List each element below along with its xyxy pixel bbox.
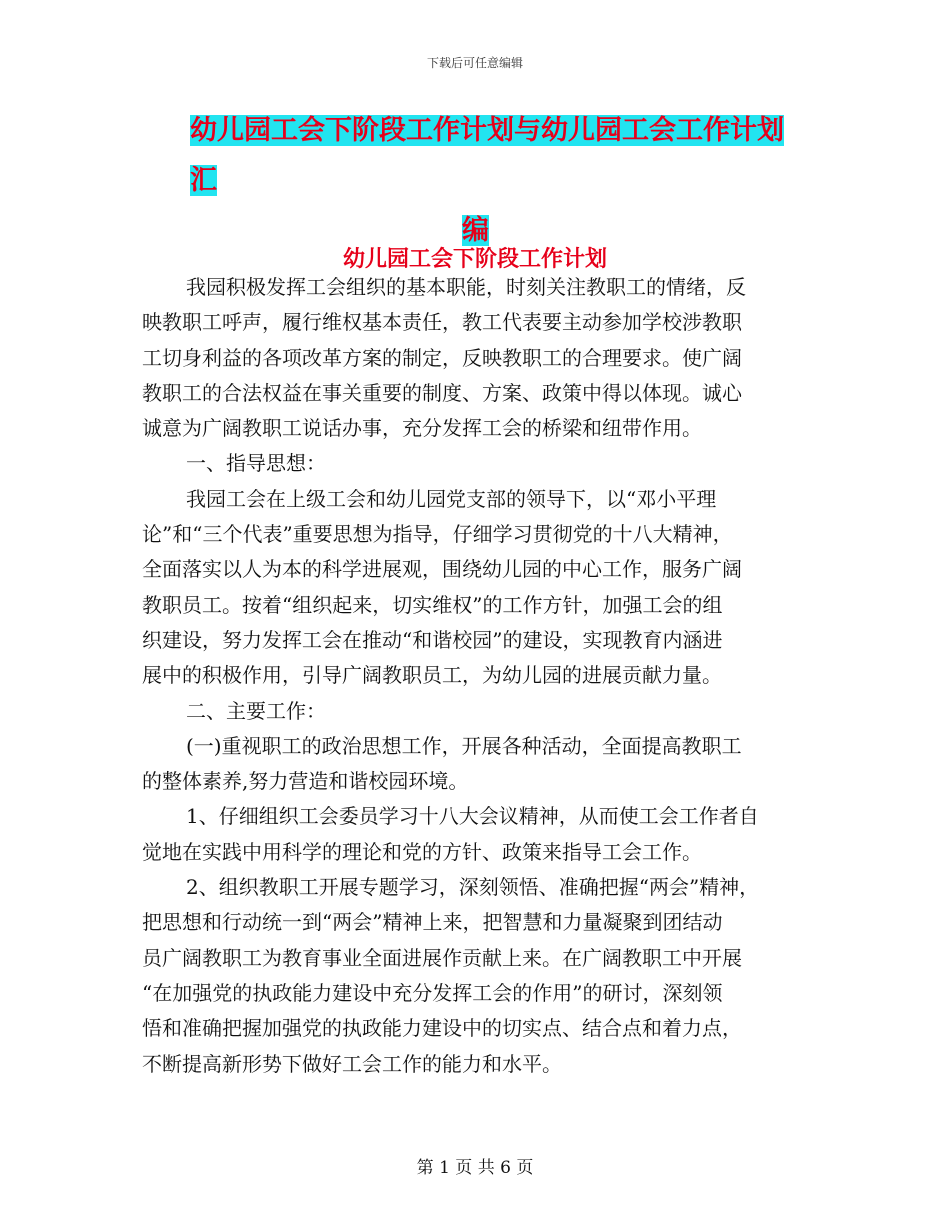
header-note: 下载后可任意编辑: [426, 56, 523, 70]
body-line: 诚意为广阔教职工说话办事，充分发挥工会的桥梁和纽带作用。: [142, 416, 702, 441]
body-line: 1、仔细组织工会委员学习十八大会议精神，从而使工会工作者自: [186, 804, 759, 829]
body-line: 工切身利益的各项改革方案的制定，反映教职工的合理要求。使广阔: [142, 345, 742, 370]
body-line: 觉地在实践中用科学的理论和党的方针、政策来指导工会工作。: [142, 839, 702, 864]
document-title-line-1: [190, 106, 810, 206]
section-title: 幼儿园工会下阶段工作计划: [342, 247, 607, 272]
body-line: 映教职工呼声，履行维权基本责任，教工代表要主动参加学校涉教职: [142, 310, 742, 335]
page-footer: 第 1 页 共 6 页: [416, 1158, 534, 1178]
body-line: 展中的积极作用，引导广阔教职员工，为幼儿园的进展贡献力量。: [142, 663, 722, 688]
body-line: 全面落实以人为本的科学进展观，围绕幼儿园的中心工作，服务广阔: [142, 557, 742, 582]
document-title: [190, 106, 810, 256]
document-title-line-2-text: 编: [462, 215, 489, 246]
body-line: (一)重视职工的政治思想工作，开展各种活动，全面提高教职工: [186, 733, 742, 758]
body-line: “在加强党的执政能力建设中充分发挥工会的作用”的研讨，深刻领: [142, 980, 723, 1005]
body-line: 不断提高新形势下做好工会工作的能力和水平。: [142, 1051, 562, 1076]
body-line: 二、主要工作：: [186, 698, 326, 723]
body-line: 我园积极发挥工会组织的基本职能，时刻关注教职工的情绪，反: [186, 275, 746, 299]
body-line: 我园工会在上级工会和幼儿园党支部的领导下，以“邓小平理: [186, 486, 717, 511]
body-line: 员广阔教职工为教育事业全面进展作贡献上来。在广阔教职工中开展: [142, 945, 742, 970]
body-line: 把思想和行动统一到“两会”精神上来，把智慧和力量凝聚到团结动: [142, 910, 723, 935]
body-line: 教职工的合法权益在事关重要的制度、方案、政策中得以体现。诚心: [142, 380, 742, 405]
document-title-line-1-text: 幼儿园工会下阶段工作计划与幼儿园工会工作计划汇: [190, 115, 784, 196]
body-line: 2、组织教职工开展专题学习，深刻领悟、准确把握“两会”精神，: [186, 875, 760, 900]
body-line: 一、指导思想：: [186, 451, 326, 476]
body-line: 织建设，努力发挥工会在推动“和谐校园”的建设，实现教育内涵进: [142, 627, 723, 652]
body-line: 论”和“三个代表”重要思想为指导，仔细学习贯彻党的十八大精神，: [142, 522, 733, 547]
body-text: [142, 270, 810, 1082]
body-line: 教职员工。按着“组织起来，切实维权”的工作方针，加强工会的组: [142, 592, 723, 617]
body-line: 悟和准确把握加强党的执政能力建设中的切实点、结合点和着力点，: [142, 1016, 742, 1041]
body-line: 的整体素养,努力营造和谐校园环境。: [142, 769, 469, 794]
